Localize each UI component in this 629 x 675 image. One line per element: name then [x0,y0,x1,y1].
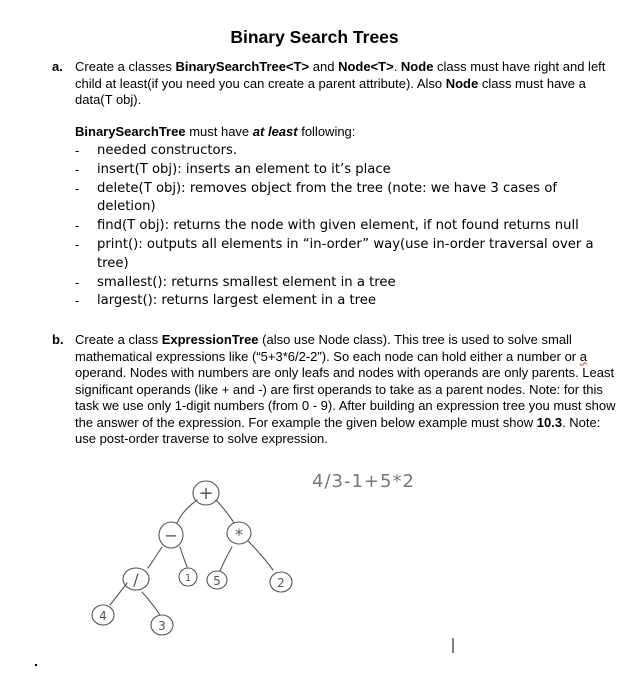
tree-label-multiply: * [235,525,243,544]
tree-edge [148,547,162,568]
requirement-item: - needed constructors. [75,142,615,161]
part-a-label: a. [52,59,63,74]
requirement-item: - largest(): returns largest element in a tree [75,292,615,311]
requirements-list [75,142,615,311]
tree-edge [110,583,127,605]
tree-edge [248,541,273,570]
tree-label-leaf-4: 4 [99,609,107,623]
tree-label-leaf-2: 2 [277,576,285,590]
tree-edge [142,592,160,615]
tree-label-divide: / [133,570,139,589]
requirement-item: - find(T obj): returns the node with given element, if not found returns null [75,217,615,236]
tree-label-leaf-3: 3 [158,619,166,633]
part-b-text: Create a class ExpressionTree (also use Node class). This tree is used to solve small mathematical expressions like (“5+3*6/2-2”). So each node can hold either a number or a operand. Nodes with numbers are only leafs and nodes with operands are only parents. Least significant operands (like + and -) are first operands to take as a parent nodes. Note: for this task we use only 1-digit numbers (from 0 - 9). After building an expression tree you must show the answer of the expression. For example the given below example must show 10.3. Note: use post-order traverse to solve expression. [75,332,616,446]
tree-edge [220,547,232,571]
requirement-item: - print(): outputs all elements in “in-order” way(use in-order traversal over a tree) [75,236,615,274]
tree-edge [177,500,197,523]
requirement-item: - smallest(): returns smallest element in a tree [75,274,615,293]
tree-edge [216,500,234,523]
page-title: Binary Search Trees [230,27,399,47]
requirement-item: - delete(T obj): removes object from the tree (note: we have 3 cases of deletion) [75,180,615,218]
part-b-label: b. [52,332,64,347]
tree-label-minus: − [164,526,178,545]
expression-tree-sketch [0,455,629,675]
tree-label-leaf-5: 5 [213,574,221,588]
handwritten-expression: 4/3-1+5*2 [312,471,415,492]
part-a-intro: Create a classes BinarySearchTree<T> and Node<T>. Node class must have right and left child at least(if you need you can create a parent attribute). Also Node class must have a data(T obj). [75,59,606,107]
stray-dot [35,664,37,666]
tree-label-leaf-1: 1 [184,573,192,584]
tree-label-root: + [198,483,214,504]
tree-edge [180,547,187,567]
requirements-heading: BinarySearchTree must have at least following: [75,124,356,139]
requirement-item: - insert(T obj): inserts an element to it’s place [75,161,615,180]
